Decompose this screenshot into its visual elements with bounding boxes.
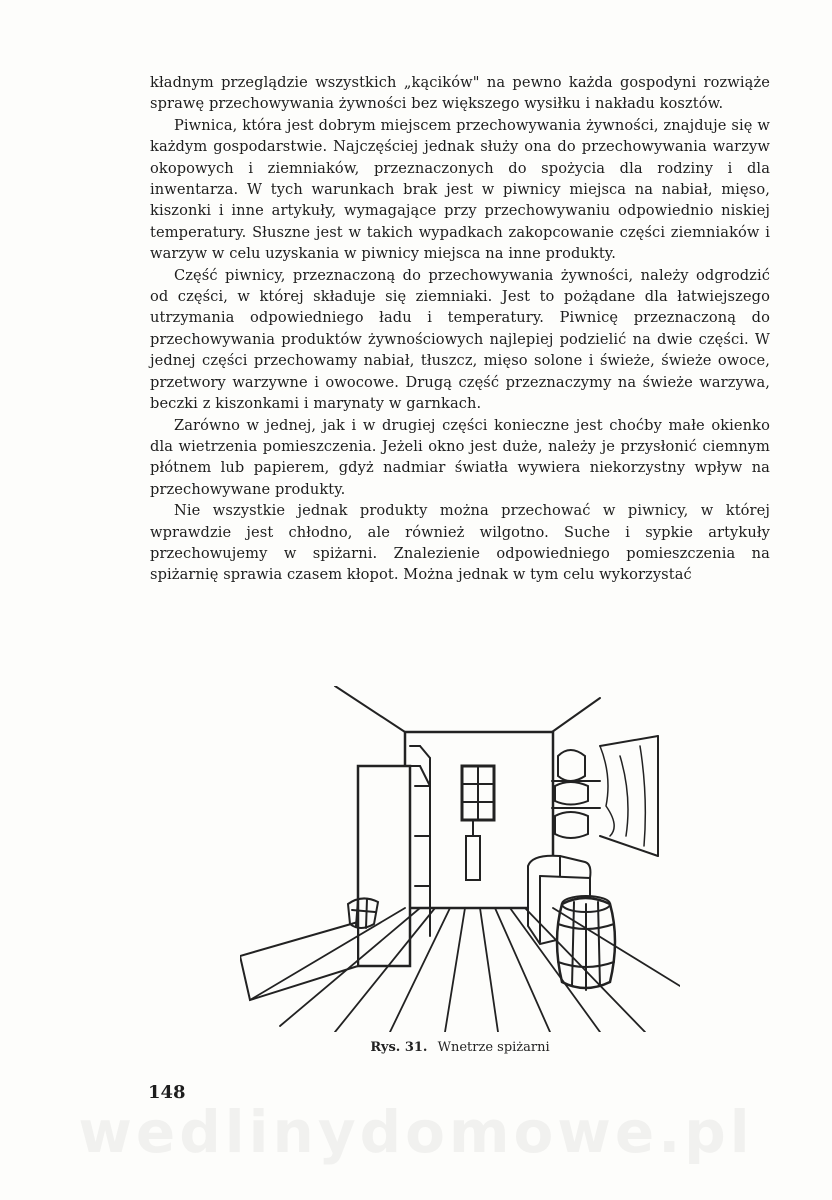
paragraph-4: Zarówno w jednej, jak i w drugiej części konieczne jest choćby małe okienko dla wietrzenia pomieszczenia. Jeżeli okno jest duże, należy je przysłonić ciemnym płótnem lub papierem, gdyż nadmiar światła wywiera niekorzystny wpływ na przechowywane produkty. [150,416,770,498]
paragraph-3: Część piwnicy, przeznaczoną do przechowywania żywności, należy odgrodzić od części, w której składuje się ziemniaki. Jest to pożądane dla łatwiejszego utrzymania odpowiedniego ładu i temperatury. Piwnicę przeznaczoną do przechowywania produktów żywnościowych najlepiej podzielić na dwie części. W jednej części przechowamy nabiał, tłuszcz, mięso solone i świeże, świeże owoce, przetwory warzywne i owocowe. Drugą część przeznaczymy na świeże warzywa, beczki z kiszonkami i marynaty w garnkach. [150,266,770,413]
page-number: 148 [148,1082,186,1103]
pantry-illustration [240,686,680,1032]
table-with-basket [240,898,378,1000]
paragraph-1: kładnym przeglądzie wszystkich „kącików" na pewno każda gospodyni rozwiąże sprawę przechowywania żywności bez większego wysiłku i nakładu kosztów. [150,74,770,113]
figure-label: Rys. 31. [370,1040,428,1055]
ceiling-edge-left [335,686,405,732]
barrel [557,896,615,990]
paragraph-5: Nie wszystkie jednak produkty można przechować w piwnicy, w której wprawdzie jest chłodno, ale również wilgotno. Suche i sypkie artykuły przechowujemy w spiżarni. Znalezienie odpowiedniego pomieszczenia na spiżarnię sprawia czasem kłopot. Można jednak w tym celu wykorzystać [150,502,770,584]
ceiling-edge-right [552,698,600,732]
paragraph-2: Piwnica, która jest dobrym miejscem przechowywania żywności, znajduje się w każdym gospodarstwie. Najczęściej jednak służy ona do przechowywania warzyw okopowych i ziemniaków, przeznaczonych do spożycia dla rodziny i dla inwentarza. W tych warunkach brak jest w piwnicy miejsca na nabiał, mięso, kiszonki i inne artykuły, wymagające przy przechowywaniu odpowiednio niskiej temperatury. Słuszne jest w takich wypadkach zakopcowanie części ziemniaków i warzyw w celu uzyskania w piwnicy miejsca na inne produkty. [150,116,770,263]
right-wall-shelves [552,736,658,856]
figure-caption [300,1040,620,1055]
window [462,766,494,880]
body-text [150,72,770,586]
left-shelving-unit [358,746,430,966]
watermark: wedlinydomowe.pl [78,1098,754,1166]
figure-caption-text: Wnetrze spiżarni [437,1040,550,1055]
